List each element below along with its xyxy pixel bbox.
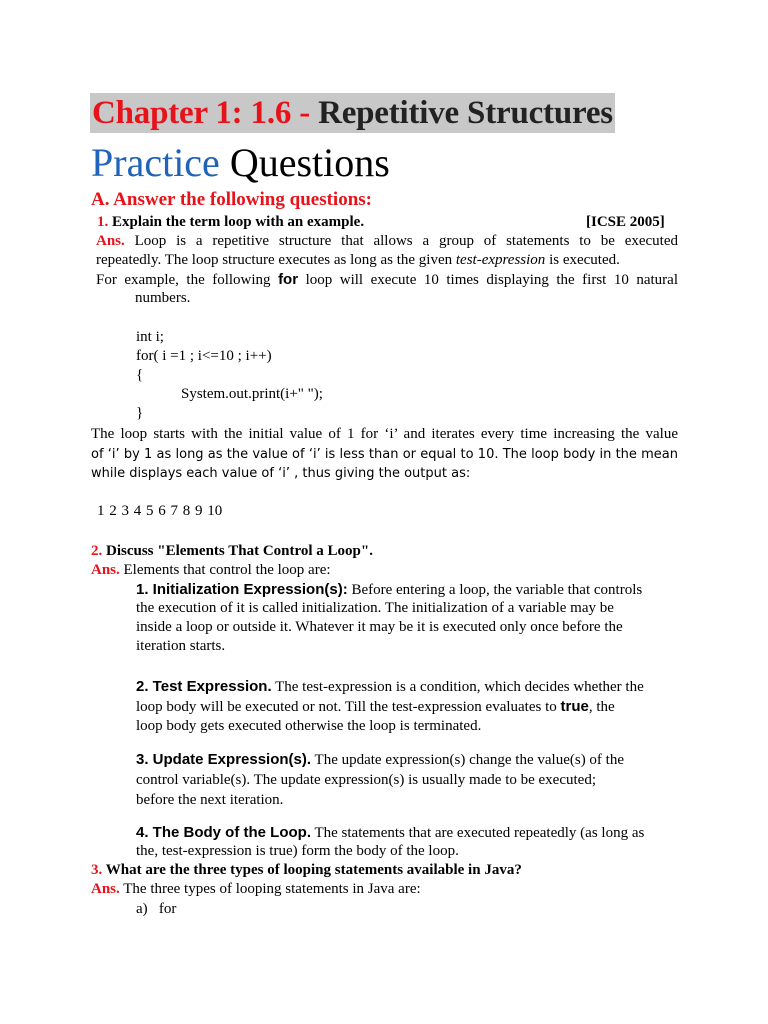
code-line-5: } <box>136 405 144 421</box>
section-a-heading: A. Answer the following questions: <box>91 189 372 210</box>
code-line-3: { <box>136 367 144 383</box>
item-2-true: true <box>560 698 589 715</box>
q1-example-a: For example, the following <box>96 272 279 288</box>
question-1-tag: [ICSE 2005] <box>586 214 665 230</box>
q1-explain-3: while displays each value of ‘i’ , thus giving the output as: <box>91 466 471 481</box>
q1-answer-line-1 <box>96 232 678 251</box>
item-2-text-2: loop body will be executed or not. Till the test-expression evaluates to <box>136 699 561 715</box>
q3-list-item-a: a) for <box>136 901 177 917</box>
item-1-line-1 <box>136 580 642 600</box>
q1-example-b: loop will execute 10 times displaying the first 10 natural <box>298 272 678 288</box>
question-3 <box>91 861 522 880</box>
chapter-heading <box>90 93 615 133</box>
item-4-line-1 <box>136 823 644 843</box>
q3-ans-text: The three types of looping statements in Java are: <box>119 881 421 897</box>
q1-output: 1 2 3 4 5 6 7 8 9 10 <box>97 503 223 519</box>
item-2-title: 2. Test Expression. <box>136 678 272 695</box>
q1-ans-text-1: Loop is a repetitive structure that allows a group of statements to be executed <box>124 233 678 249</box>
question-1 <box>97 213 364 232</box>
q1-explain-1: The loop starts with the initial value of 1 for ‘i’ and iterates every time increasing the value <box>91 426 678 442</box>
item-2-line-3: loop body gets executed otherwise the loop is terminated. <box>136 718 482 734</box>
item-3-title: 3. Update Expression(s). <box>136 751 312 768</box>
code-line-4: System.out.print(i+" "); <box>181 386 323 402</box>
item-4-text-1: The statements that are executed repeatedly (as long as <box>311 825 645 841</box>
q3-ans-label: Ans. <box>91 881 120 897</box>
item-3-line-1 <box>136 750 624 770</box>
item-3-line-3: before the next iteration. <box>136 792 284 808</box>
item-3-line-2: control variable(s). The update expression(s) is usually made to be executed; <box>136 772 596 788</box>
item-2-line-1 <box>136 677 644 697</box>
question-1-number: 1. <box>97 214 109 230</box>
item-1-line-3: inside a loop or outside it. Whatever it may be it is executed only once before the <box>136 619 623 635</box>
q1-ans-label: Ans. <box>96 233 125 249</box>
code-line-1: int i; <box>136 329 164 345</box>
item-1-text-1: Before entering a loop, the variable that controls <box>347 582 643 598</box>
item-2-text-1: The test-expression is a condition, which decides whether the <box>271 679 644 695</box>
q2-ans-text: Elements that control the loop are: <box>119 562 331 578</box>
chapter-number: Chapter 1: 1.6 - <box>92 95 311 131</box>
question-2-text: Discuss "Elements That Control a Loop". <box>102 543 373 559</box>
q1-example-cont: numbers. <box>135 290 191 306</box>
question-2-number: 2. <box>91 543 103 559</box>
q2-ans-label: Ans. <box>91 562 120 578</box>
q3-answer <box>91 880 421 899</box>
item-4-title: 4. The Body of the Loop. <box>136 824 311 841</box>
q1-example-line <box>96 270 678 290</box>
q1-ans-text-2a: repeatedly. The loop structure executes as long as the given <box>96 252 456 268</box>
question-1-text: Explain the term loop with an example. <box>108 214 365 230</box>
item-2-line-2 <box>136 697 615 717</box>
item-3-text-1: The update expression(s) change the value(s) of the <box>311 752 625 768</box>
q1-ans-text-2c: is executed. <box>545 252 620 268</box>
practice-word: Practice <box>91 140 220 185</box>
item-1-line-2: the execution of it is called initialization. The initialization of a variable may be <box>136 600 614 616</box>
q1-example-for: for <box>278 271 299 288</box>
questions-word: Questions <box>219 140 390 185</box>
chapter-title: Repetitive Structures <box>310 95 613 131</box>
item-4-line-2: the, test-expression is true) form the body of the loop. <box>136 843 459 859</box>
q2-answer <box>91 561 331 580</box>
practice-questions-title <box>91 140 390 186</box>
code-line-2: for( i =1 ; i<=10 ; i++) <box>136 348 272 364</box>
question-3-number: 3. <box>91 862 103 878</box>
q1-explain-2: of ‘i’ by 1 as long as the value of ‘i’ is less than or equal to 10. The loop body in the mean <box>91 447 678 462</box>
item-2-text-2b: , the <box>588 699 615 715</box>
item-1-title: 1. Initialization Expression(s): <box>136 581 348 598</box>
question-3-text: What are the three types of looping statements available in Java? <box>102 862 522 878</box>
q1-test-expression: test-expression <box>455 252 546 268</box>
item-1-line-4: iteration starts. <box>136 638 226 654</box>
q1-answer-line-2 <box>96 251 620 270</box>
question-2 <box>91 542 373 561</box>
